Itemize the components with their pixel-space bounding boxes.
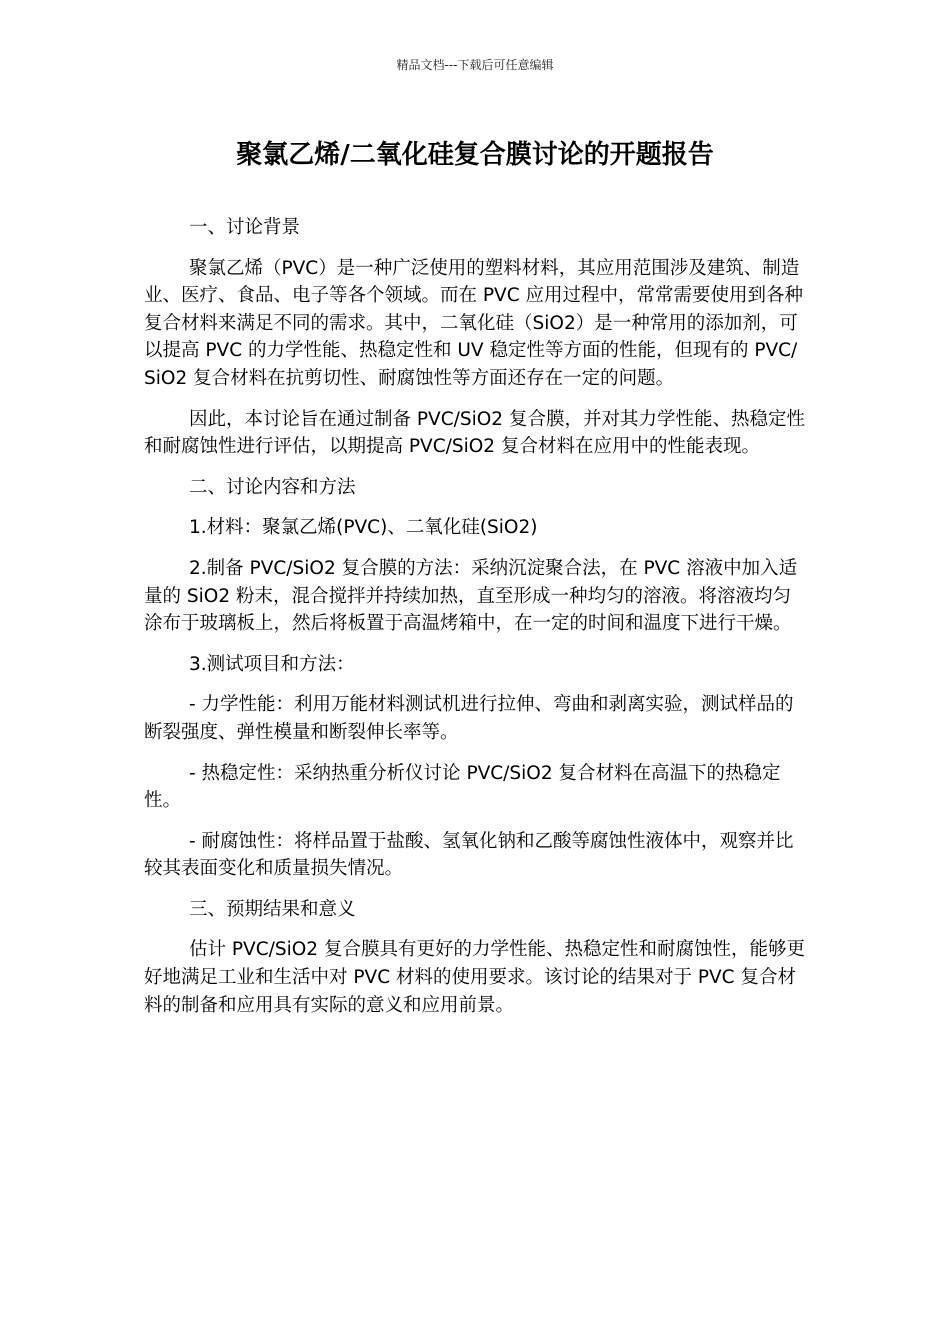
paragraph-test-items: 3.测试项目和方法：	[189, 653, 355, 675]
paragraph-preparation: 2.制备 PVC/SiO2 复合膜的方法：采纳沉淀聚合法，在 PVC 溶液中加入适量的 SiO2 粉末，混合搅拌并持续加热，直至形成一种均匀的溶液。将溶液均匀涂布于玻璃板上，然后将板置于高温烤箱中，在一定的时间和温度下进行干燥。	[144, 557, 798, 635]
section-heading-expected: 三、预期结果和意义	[189, 898, 356, 920]
paragraph-corrosion: - 耐腐蚀性：将样品置于盐酸、氢氧化钠和乙酸等腐蚀性液体中，观察并比较其表面变化和质量损失情况。	[144, 830, 794, 880]
section-heading-background: 一、讨论背景	[189, 217, 301, 238]
paragraph-expected: 估计 PVC/SiO2 复合膜具有更好的力学性能、热稳定性和耐腐蚀性，能够更好地满足工业和生活中对 PVC 材料的使用要求。该讨论的结果对于 PVC 复合材料的制备和应用具有实际的意义和应用前景。	[144, 939, 805, 1016]
section-heading-methods: 二、讨论内容和方法	[189, 476, 356, 498]
header-note: 精品文档---下载后可任意编辑	[396, 58, 554, 72]
paragraph-thermal: - 热稳定性：采纳热重分析仪讨论 PVC/SiO2 复合材料在高温下的热稳定性。	[144, 762, 781, 812]
paragraph-background-1: 聚氯乙烯（PVC）是一种广泛使用的塑料材料，其应用范围涉及建筑、制造业、医疗、食品、电子等各个领域。而在 PVC 应用过程中，常常需要使用到各种复合材料来满足不同的需求。其中，二氧化硅（SiO2）是一种常用的添加剂，可以提高 PVC 的力学性能、热稳定性和 UV 稳定性等方面的性能，但现有的 PVC/SiO2 复合材料在抗剪切性、耐腐蚀性等方面还存在一定的问题。	[144, 257, 803, 389]
document-body	[144, 214, 808, 1032]
paragraph-background-2: 因此，本讨论旨在通过制备 PVC/SiO2 复合膜，并对其力学性能、热稳定性和耐腐蚀性进行评估，以期提高 PVC/SiO2 复合材料在应用中的性能表现。	[144, 408, 805, 458]
paragraph-mechanical: - 力学性能：利用万能材料测试机进行拉伸、弯曲和剥离实验，测试样品的断裂强度、弹性模量和断裂伸长率等。	[144, 694, 794, 743]
document-title: 聚氯乙烯/二氧化硅复合膜讨论的开题报告	[236, 140, 714, 170]
paragraph-materials: 1.材料：聚氯乙烯(PVC)、二氧化硅(SiO2)	[189, 517, 538, 539]
